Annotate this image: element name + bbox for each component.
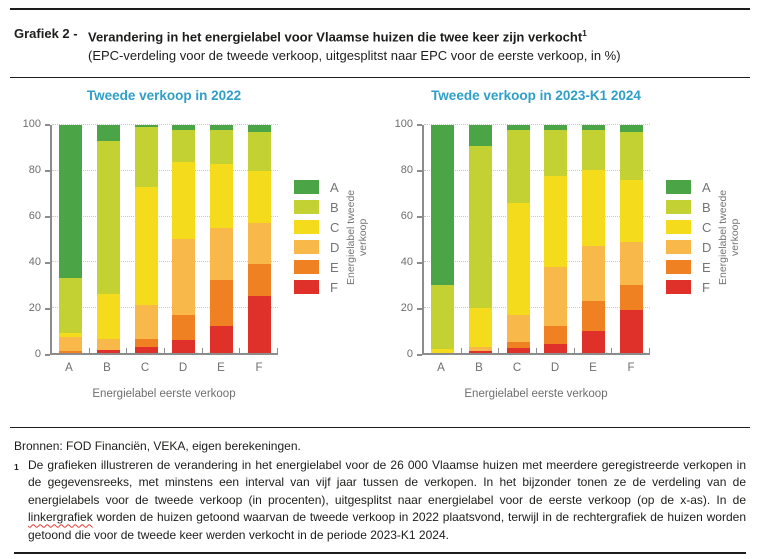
x-axis-title: Energielabel eerste verkoop bbox=[464, 388, 608, 401]
bar-f-segment-d bbox=[620, 242, 643, 285]
legend-swatch-d bbox=[666, 240, 691, 254]
figure-subtitle: (EPC-verdeling voor de tweede verkoop, uitgesplitst naar EPC voor de eerste verkoop, in %) bbox=[88, 48, 621, 64]
bar-e-segment-b bbox=[210, 130, 233, 164]
legend-item-b bbox=[666, 197, 711, 217]
footnote-spellcheck-word: linkergrafiek bbox=[28, 510, 93, 525]
plot-area bbox=[50, 125, 278, 355]
bar-e-segment-e bbox=[210, 280, 233, 326]
figure-title-block bbox=[88, 24, 746, 65]
bar-b-segment-a bbox=[469, 125, 492, 146]
bar-c-segment-d bbox=[135, 305, 158, 338]
bar-d-segment-c bbox=[172, 162, 195, 240]
bar-c-segment-e bbox=[135, 339, 158, 347]
legend-item-d bbox=[294, 237, 339, 257]
legend-swatch-f bbox=[294, 280, 319, 294]
legend bbox=[666, 177, 741, 400]
stacked-bar-e bbox=[582, 125, 605, 353]
stacked-bar-c bbox=[507, 125, 530, 353]
figure-title bbox=[88, 24, 746, 46]
bar-d-segment-b bbox=[544, 130, 567, 176]
bar-f-segment-e bbox=[620, 285, 643, 310]
legend-label-f: F bbox=[330, 279, 338, 295]
legend-item-a bbox=[666, 177, 711, 197]
y-tick-label: 0 bbox=[406, 348, 413, 361]
x-tick-mark bbox=[89, 348, 90, 353]
legend-item-d bbox=[666, 237, 711, 257]
legend-label-a: A bbox=[330, 179, 339, 195]
chart-body bbox=[388, 118, 760, 401]
legend-swatch-f bbox=[666, 280, 691, 294]
bar-c-segment-f bbox=[135, 347, 158, 354]
bar-e-segment-d bbox=[582, 246, 605, 301]
bar-slot-a bbox=[424, 125, 462, 353]
bar-e-segment-c bbox=[582, 170, 605, 246]
bars bbox=[52, 125, 278, 353]
bar-a-segment-b bbox=[59, 278, 82, 333]
x-axis-title: Energielabel eerste verkoop bbox=[92, 388, 236, 401]
bar-e-segment-d bbox=[210, 228, 233, 280]
bar-f-segment-f bbox=[620, 310, 643, 353]
y-tick-label: 40 bbox=[28, 256, 41, 269]
y-axis bbox=[16, 118, 50, 361]
y-axis bbox=[388, 118, 422, 361]
bar-e-segment-b bbox=[582, 130, 605, 170]
legend-swatch-d bbox=[294, 240, 319, 254]
legend-item-c bbox=[666, 217, 711, 237]
bar-slot-d bbox=[165, 125, 203, 353]
legend-swatch-a bbox=[294, 180, 319, 194]
x-category-labels bbox=[422, 362, 650, 374]
footnote-text-part2: worden de huizen getoond waarvan de tweede verkoop in 2022 plaatsvond, terwijl in de rechtergrafiek de huizen worden getoond die voor de tweede keer werden verkocht in de periode 2023-K1 2024. bbox=[28, 510, 746, 542]
footnote-text-part1: De grafieken illustreren de verandering in het energielabel voor de 26 000 Vlaamse huizen met meerdere geregistreerde verkopen in de gegevensreeks, met minstens een interval van vijf jaar tussen de verkopen. In het bijzonder tonen ze de verdeling van de energielabels voor de tweede verkoop (in procenten), uitgesplitst naar energielabel voor de eerste verkoop (op de x-as). In de bbox=[28, 457, 746, 507]
bar-slot-e bbox=[203, 125, 241, 353]
bar-a-segment-d bbox=[59, 337, 82, 351]
bar-b-segment-d bbox=[97, 339, 120, 350]
bar-b-segment-f bbox=[469, 351, 492, 353]
legend-swatch-e bbox=[666, 260, 691, 274]
legend-swatch-c bbox=[294, 220, 319, 234]
legend-items bbox=[294, 177, 339, 400]
bar-slot-a bbox=[52, 125, 90, 353]
bar-b-segment-c bbox=[97, 294, 120, 338]
bar-f-segment-f bbox=[248, 296, 271, 353]
x-category-label-f: F bbox=[627, 362, 635, 375]
bar-d-segment-d bbox=[544, 267, 567, 326]
bar-slot-f bbox=[612, 125, 650, 353]
y-tick-label: 80 bbox=[28, 164, 41, 177]
legend-label-a: A bbox=[702, 179, 711, 195]
bar-slot-f bbox=[240, 125, 278, 353]
bar-f-segment-d bbox=[248, 223, 271, 264]
x-tick-mark bbox=[536, 348, 537, 353]
chart-title: Tweede verkoop in 2022 bbox=[86, 88, 242, 104]
x-category-label-f: F bbox=[255, 362, 263, 375]
bar-c-segment-c bbox=[135, 187, 158, 306]
bar-c-segment-f bbox=[507, 348, 530, 354]
legend-label-b: B bbox=[330, 199, 339, 215]
stacked-bar-f bbox=[620, 125, 643, 353]
y-tick-label: 20 bbox=[400, 302, 413, 315]
y-tick-label: 100 bbox=[22, 118, 41, 131]
footer bbox=[0, 428, 760, 554]
legend-item-f bbox=[294, 277, 339, 297]
chart-title: Tweede verkoop in 2023-K1 2024 bbox=[431, 88, 641, 104]
x-category-label-d: D bbox=[550, 362, 560, 375]
bar-a-segment-e bbox=[59, 351, 82, 353]
divider-bottom bbox=[14, 552, 746, 554]
bar-slot-b bbox=[90, 125, 128, 353]
legend-swatch-b bbox=[294, 200, 319, 214]
bar-b-segment-c bbox=[469, 308, 492, 347]
bar-slot-b bbox=[462, 125, 500, 353]
legend-label-d: D bbox=[702, 239, 712, 255]
legend-item-a bbox=[294, 177, 339, 197]
stacked-bar-c bbox=[135, 125, 158, 353]
legend-item-f bbox=[666, 277, 711, 297]
bar-d-segment-f bbox=[172, 340, 195, 354]
legend-label-f: F bbox=[702, 279, 710, 295]
bar-f-segment-a bbox=[620, 125, 643, 132]
bar-d-segment-d bbox=[172, 239, 195, 314]
x-category-label-e: E bbox=[589, 362, 597, 375]
bars bbox=[424, 125, 650, 353]
x-category-label-c: C bbox=[140, 362, 150, 375]
charts-area bbox=[0, 78, 760, 427]
chart-tweede-verkoop-2023-k1-2024 bbox=[388, 88, 760, 427]
legend-label-b: B bbox=[702, 199, 711, 215]
y-tick-label: 60 bbox=[400, 210, 413, 223]
legend-label-c: C bbox=[702, 219, 712, 235]
bar-f-segment-b bbox=[248, 132, 271, 171]
bar-a-segment-c bbox=[431, 349, 454, 354]
stacked-bar-f bbox=[248, 125, 271, 353]
footnote-mark: 1 bbox=[14, 461, 19, 472]
bar-e-segment-f bbox=[210, 326, 233, 353]
y-tick-label: 80 bbox=[400, 164, 413, 177]
bar-slot-d bbox=[537, 125, 575, 353]
stacked-bar-a bbox=[59, 125, 82, 353]
stacked-bar-a bbox=[431, 125, 454, 353]
x-tick-mark bbox=[649, 348, 650, 353]
legend-label-c: C bbox=[330, 219, 340, 235]
bar-d-segment-b bbox=[172, 130, 195, 162]
bar-b-segment-b bbox=[469, 146, 492, 308]
bar-c-segment-b bbox=[507, 130, 530, 203]
stacked-bar-e bbox=[210, 125, 233, 353]
bar-d-segment-e bbox=[544, 326, 567, 344]
bar-f-segment-b bbox=[620, 132, 643, 180]
legend-item-b bbox=[294, 197, 339, 217]
plot-column bbox=[422, 125, 650, 400]
chart-body bbox=[16, 118, 388, 401]
legend-items bbox=[666, 177, 711, 400]
legend-swatch-c bbox=[666, 220, 691, 234]
x-category-label-a: A bbox=[65, 362, 73, 375]
x-category-labels bbox=[50, 362, 278, 374]
legend-item-e bbox=[666, 257, 711, 277]
x-tick-mark bbox=[202, 348, 203, 353]
legend-label-d: D bbox=[330, 239, 340, 255]
stacked-bar-d bbox=[172, 125, 195, 353]
plot-area bbox=[422, 125, 650, 355]
legend bbox=[294, 177, 369, 400]
bar-d-segment-e bbox=[172, 315, 195, 340]
x-tick-mark bbox=[574, 348, 575, 353]
y-tick-label: 20 bbox=[28, 302, 41, 315]
stacked-bar-d bbox=[544, 125, 567, 353]
stacked-bar-b bbox=[469, 125, 492, 353]
legend-swatch-a bbox=[666, 180, 691, 194]
sources-line: Bronnen: FOD Financiën, VEKA, eigen berekeningen. bbox=[14, 439, 301, 454]
bar-slot-c bbox=[499, 125, 537, 353]
bar-f-segment-c bbox=[248, 171, 271, 223]
bar-f-segment-c bbox=[620, 180, 643, 242]
bar-c-segment-c bbox=[507, 203, 530, 315]
y-tick-label: 40 bbox=[400, 256, 413, 269]
bar-f-segment-e bbox=[248, 264, 271, 296]
x-category-label-a: A bbox=[437, 362, 445, 375]
bar-e-segment-e bbox=[582, 301, 605, 331]
y-tick-label: 0 bbox=[34, 348, 41, 361]
x-tick-mark bbox=[277, 348, 278, 353]
legend-swatch-b bbox=[666, 200, 691, 214]
footnote bbox=[14, 457, 746, 545]
bar-e-segment-c bbox=[210, 164, 233, 228]
legend-axis-label: Energielabel tweede verkoop bbox=[345, 189, 370, 285]
x-tick-mark bbox=[126, 348, 127, 353]
bar-d-segment-c bbox=[544, 176, 567, 267]
legend-swatch-e bbox=[294, 260, 319, 274]
bar-slot-c bbox=[127, 125, 165, 353]
x-category-label-b: B bbox=[475, 362, 483, 375]
legend-item-c bbox=[294, 217, 339, 237]
bar-b-segment-f bbox=[97, 350, 120, 353]
x-tick-mark bbox=[611, 348, 612, 353]
x-category-label-e: E bbox=[217, 362, 225, 375]
figure-title-text: Verandering in het energielabel voor Vlaamse huizen die twee keer zijn verkocht bbox=[88, 29, 583, 45]
figure-label: Grafiek 2 - bbox=[14, 26, 78, 41]
bar-d-segment-f bbox=[544, 344, 567, 353]
bar-c-segment-b bbox=[135, 127, 158, 187]
x-category-label-b: B bbox=[103, 362, 111, 375]
y-tick-label: 60 bbox=[28, 210, 41, 223]
bar-f-segment-a bbox=[248, 125, 271, 132]
x-tick-mark bbox=[498, 348, 499, 353]
bar-b-segment-a bbox=[97, 125, 120, 141]
legend-label-e: E bbox=[330, 259, 339, 275]
y-tick-label: 100 bbox=[394, 118, 413, 131]
stacked-bar-b bbox=[97, 125, 120, 353]
plot-column bbox=[50, 125, 278, 400]
x-tick-mark bbox=[239, 348, 240, 353]
bar-a-segment-a bbox=[59, 125, 82, 278]
bar-c-segment-d bbox=[507, 315, 530, 342]
footnote-text bbox=[28, 457, 746, 545]
bar-a-segment-a bbox=[431, 125, 454, 285]
legend-axis-label: Energielabel tweede verkoop bbox=[717, 189, 742, 285]
chart-tweede-verkoop-2022 bbox=[16, 88, 388, 427]
x-tick-mark bbox=[461, 348, 462, 353]
bar-slot-e bbox=[575, 125, 613, 353]
legend-item-e bbox=[294, 257, 339, 277]
title-footnote-mark: 1 bbox=[582, 28, 587, 38]
x-tick-mark bbox=[164, 348, 165, 353]
x-category-label-d: D bbox=[178, 362, 188, 375]
x-category-label-c: C bbox=[512, 362, 522, 375]
figure-header bbox=[0, 10, 760, 77]
bar-a-segment-b bbox=[431, 285, 454, 349]
bar-e-segment-f bbox=[582, 331, 605, 354]
bar-b-segment-b bbox=[97, 141, 120, 294]
legend-label-e: E bbox=[702, 259, 711, 275]
